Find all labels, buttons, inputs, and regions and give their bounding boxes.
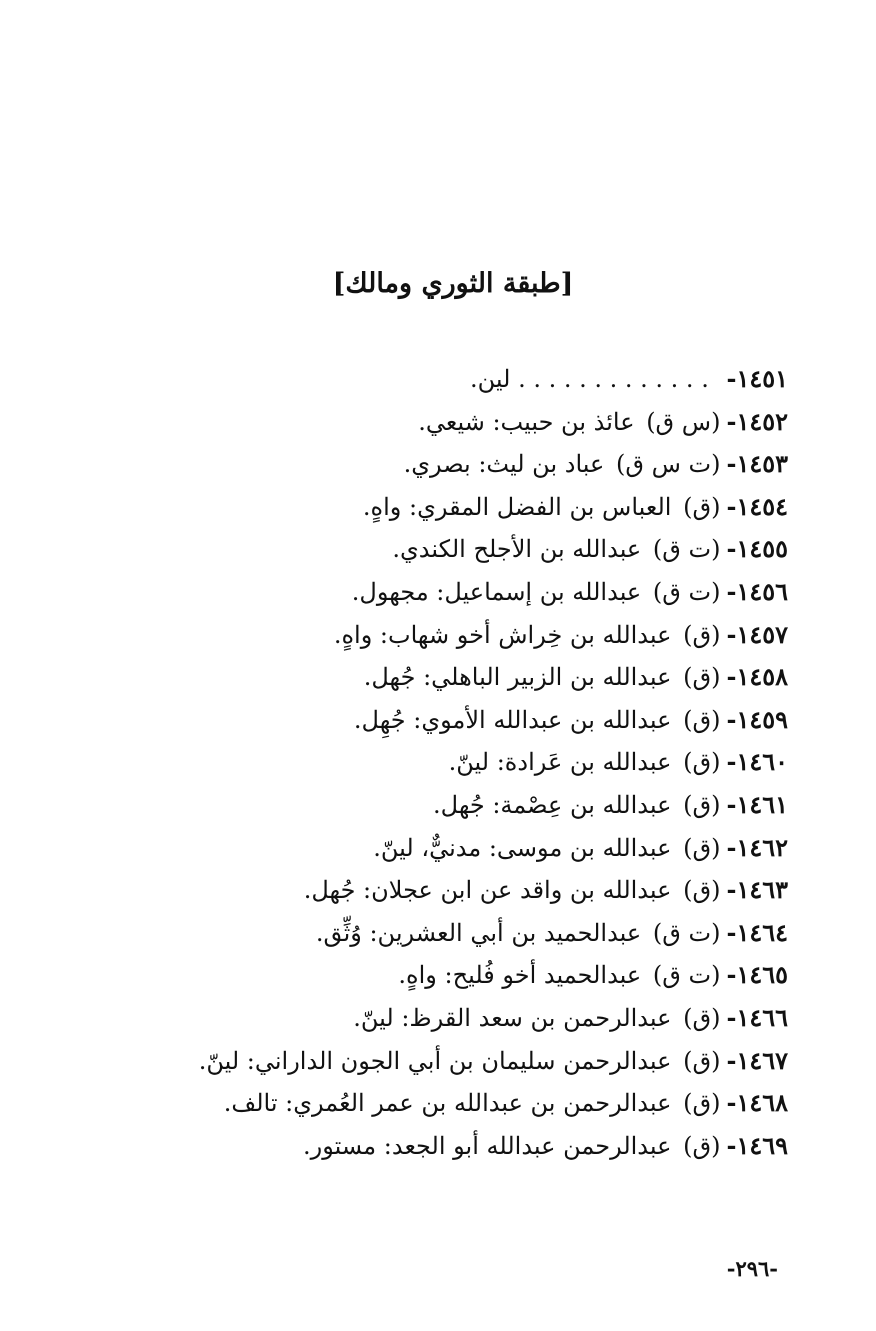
entry-text: عبدالله بن إسماعيل: مجهول. bbox=[351, 577, 642, 606]
list-item bbox=[28, 869, 788, 912]
entry-sigla: (ق) bbox=[683, 876, 721, 905]
entry-number: ١٤٥٥- bbox=[726, 534, 788, 564]
entry-sigla: (ق) bbox=[683, 1089, 721, 1118]
entry-sigla: (س ق) bbox=[646, 407, 721, 436]
entry-sigla: (ق) bbox=[683, 492, 721, 521]
entry-sigla: (ق) bbox=[683, 1046, 721, 1075]
list-item bbox=[28, 1040, 788, 1083]
entry-number: ١٤٥٩- bbox=[726, 704, 788, 734]
list-item bbox=[28, 656, 788, 699]
entry-text: عبدالحميد بن أبي العشرين: وُثِّق. bbox=[315, 918, 642, 947]
list-item bbox=[28, 1082, 788, 1125]
list-item bbox=[28, 571, 788, 614]
entry-number: ١٤٥٤- bbox=[726, 491, 788, 521]
entry-text: عبدالرحمن بن عبدالله بن عمر العُمري: تالف. bbox=[223, 1089, 672, 1118]
entry-text: عبدالله بن عَرادة: لينّ. bbox=[448, 748, 672, 777]
entry-sigla: (ق) bbox=[683, 833, 721, 862]
entry-number: ١٤٥٢- bbox=[726, 406, 788, 436]
entry-number: ١٤٦٥- bbox=[726, 960, 788, 990]
list-item bbox=[28, 699, 788, 742]
entry-text: عبدالله بن الأجلح الكندي. bbox=[392, 535, 642, 564]
entry-sigla: (ق) bbox=[683, 663, 721, 692]
entry-number: ١٤٥٦- bbox=[726, 576, 788, 606]
entry-list bbox=[28, 358, 788, 1167]
entry-text: عباد بن ليث: بصري. bbox=[403, 450, 605, 479]
list-item bbox=[28, 614, 788, 657]
entry-number: ١٤٦٨- bbox=[726, 1088, 788, 1118]
entry-sigla: (ق) bbox=[683, 748, 721, 777]
entry-number: ١٤٦٠- bbox=[726, 747, 788, 777]
entry-number: ١٤٦٤- bbox=[726, 917, 788, 947]
entry-number: ١٤٦١- bbox=[726, 789, 788, 819]
entry-text: عبدالله بن الزبير الباهلي: جُهل. bbox=[363, 663, 672, 692]
entry-sigla: (ت ق) bbox=[652, 577, 721, 606]
list-item bbox=[28, 358, 788, 401]
entry-number: ١٤٦٢- bbox=[726, 832, 788, 862]
entry-text: عائذ بن حبيب: شيعي. bbox=[418, 407, 635, 436]
entry-sigla: (ت ق) bbox=[652, 961, 721, 990]
entry-text: . . . . . . . . . . . . . لين. bbox=[470, 365, 709, 393]
entry-text: عبدالله بن خِراش أخو شهاب: واهٍ. bbox=[333, 620, 672, 649]
entry-number: ١٤٦٩- bbox=[726, 1130, 788, 1160]
entry-sigla: (ق) bbox=[683, 705, 721, 734]
entry-text: عبدالله بن عبدالله الأموي: جُهِل. bbox=[353, 705, 672, 734]
entry-text: عبدالله بن واقد عن ابن عجلان: جُهل. bbox=[303, 876, 672, 905]
entry-sigla: (ق) bbox=[683, 620, 721, 649]
list-item bbox=[28, 528, 788, 571]
entry-text: عبدالحميد أخو فُليح: واهٍ. bbox=[398, 961, 642, 990]
section-heading: [طبقة الثوري ومالك] bbox=[332, 268, 574, 299]
entry-text: العباس بن الفضل المقري: واهٍ. bbox=[362, 492, 672, 521]
entry-sigla: (ت س ق) bbox=[615, 450, 721, 479]
list-item bbox=[28, 401, 788, 444]
entry-number: ١٤٥٧- bbox=[726, 619, 788, 649]
entry-number: ١٤٥٣- bbox=[726, 449, 788, 479]
entry-number: ١٤٦٧- bbox=[726, 1045, 788, 1075]
entry-number: ١٤٥١- bbox=[726, 364, 788, 393]
list-item bbox=[28, 741, 788, 784]
entry-sigla: (ق) bbox=[683, 1003, 721, 1032]
list-item bbox=[28, 954, 788, 997]
list-item bbox=[28, 486, 788, 529]
entry-sigla: (ق) bbox=[683, 790, 721, 819]
entry-sigla: (ق) bbox=[683, 1131, 721, 1160]
list-item bbox=[28, 784, 788, 827]
entry-text: عبدالله بن موسى: مدنيٌّ، لينّ. bbox=[373, 833, 672, 862]
entry-text: عبدالرحمن عبدالله أبو الجعد: مستور. bbox=[303, 1131, 672, 1160]
entry-text: عبدالرحمن سليمان بن أبي الجون الداراني: لينّ. bbox=[198, 1046, 672, 1075]
entry-text: عبدالرحمن بن سعد القرظ: لينّ. bbox=[353, 1003, 672, 1032]
entry-sigla: (ت ق) bbox=[652, 918, 721, 947]
entry-number: ١٤٦٦- bbox=[726, 1002, 788, 1032]
list-item bbox=[28, 827, 788, 870]
entry-number: ١٤٥٨- bbox=[726, 662, 788, 692]
list-item bbox=[28, 997, 788, 1040]
list-item bbox=[28, 912, 788, 955]
entry-sigla: (ت ق) bbox=[652, 535, 721, 564]
list-item bbox=[28, 443, 788, 486]
entry-text: عبدالله بن عِصْمة: جُهل. bbox=[433, 790, 672, 819]
list-item bbox=[28, 1125, 788, 1168]
page-number: -٢٩٦- bbox=[726, 1256, 778, 1281]
entry-number: ١٤٦٣- bbox=[726, 875, 788, 905]
